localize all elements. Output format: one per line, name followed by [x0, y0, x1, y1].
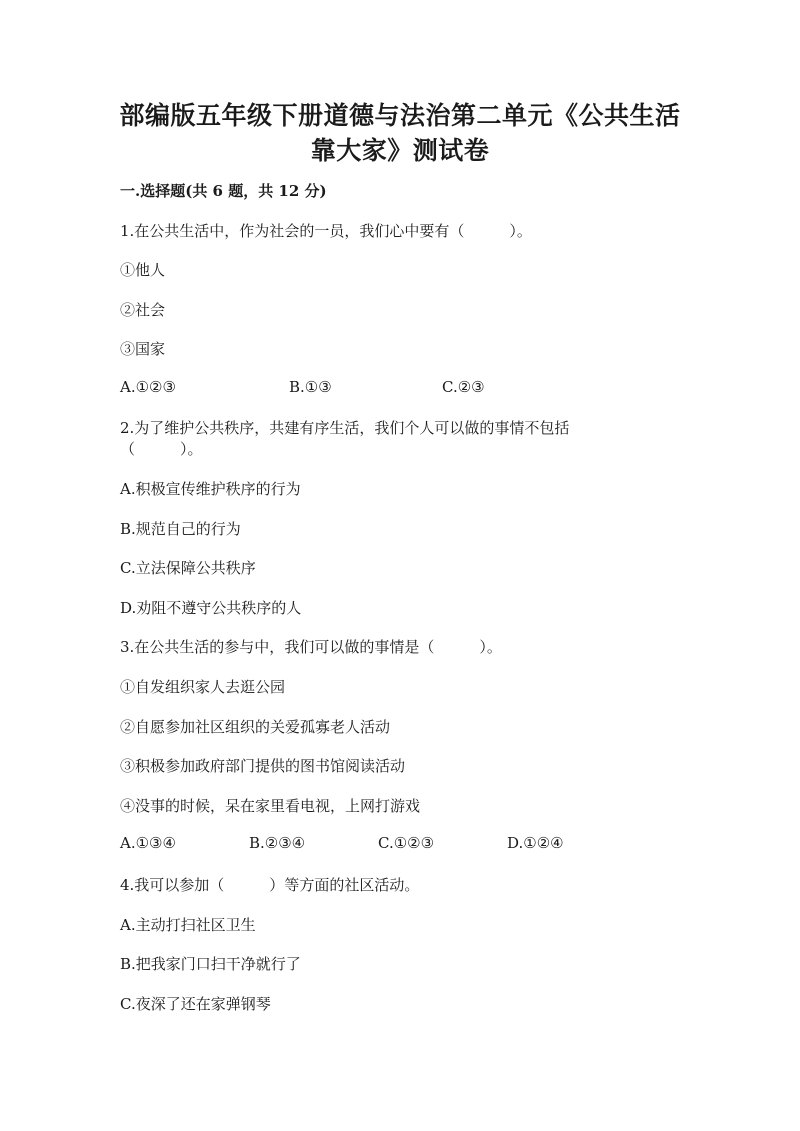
- question-4-stem: 4.我可以参加（ ）等方面的社区活动。: [120, 876, 420, 894]
- question-2-option-c: C.立法保障公共秩序: [120, 559, 256, 577]
- question-3-option-b: B.②③④: [249, 834, 306, 852]
- question-4-option-c: C.夜深了还在家弹钢琴: [120, 995, 271, 1013]
- question-3-stem: 3.在公共生活的参与中，我们可以做的事情是（ ）。: [120, 638, 502, 656]
- question-1-item-2: ②社会: [120, 301, 166, 319]
- question-3-item-1: ①自发组织家人去逛公园: [120, 678, 286, 696]
- question-1-item-1: ①他人: [120, 261, 166, 279]
- question-1-option-b: B.①③: [289, 378, 332, 396]
- exam-title-line-2: 靠大家》测试卷: [310, 136, 490, 165]
- question-1-option-c: C.②③: [442, 378, 485, 396]
- question-2-stem-continued: （ ）。: [120, 440, 203, 458]
- question-2-option-a: A.积极宣传维护秩序的行为: [120, 480, 301, 498]
- question-4-option-b: B.把我家门口扫干净就行了: [120, 955, 301, 973]
- question-1-option-a: A.①②③: [120, 378, 176, 396]
- exam-title-line-1: 部编版五年级下册道德与法治第二单元《公共生活: [119, 101, 681, 130]
- section-heading: 一.选择题(共 6 题，共 12 分): [120, 182, 327, 200]
- question-3-item-2: ②自愿参加社区组织的关爱孤寡老人活动: [120, 718, 391, 736]
- question-1-item-3: ③国家: [120, 340, 166, 358]
- question-3-option-a: A.①③④: [120, 834, 176, 852]
- question-1-stem: 1.在公共生活中，作为社会的一员，我们心中要有（ ）。: [120, 222, 532, 240]
- question-2-option-b: B.规范自己的行为: [120, 520, 241, 538]
- question-4-option-a: A.主动打扫社区卫生: [120, 916, 256, 934]
- question-3-item-4: ④没事的时候，呆在家里看电视，上网打游戏: [120, 797, 421, 815]
- question-2-stem: 2.为了维护公共秩序，共建有序生活，我们个人可以做的事情不包括: [120, 419, 570, 437]
- question-2-option-d: D.劝阻不遵守公共秩序的人: [120, 599, 302, 617]
- question-3-option-c: C.①②③: [378, 834, 435, 852]
- question-3-option-d: D.①②④: [507, 834, 564, 852]
- question-3-item-3: ③积极参加政府部门提供的图书馆阅读活动: [120, 757, 406, 775]
